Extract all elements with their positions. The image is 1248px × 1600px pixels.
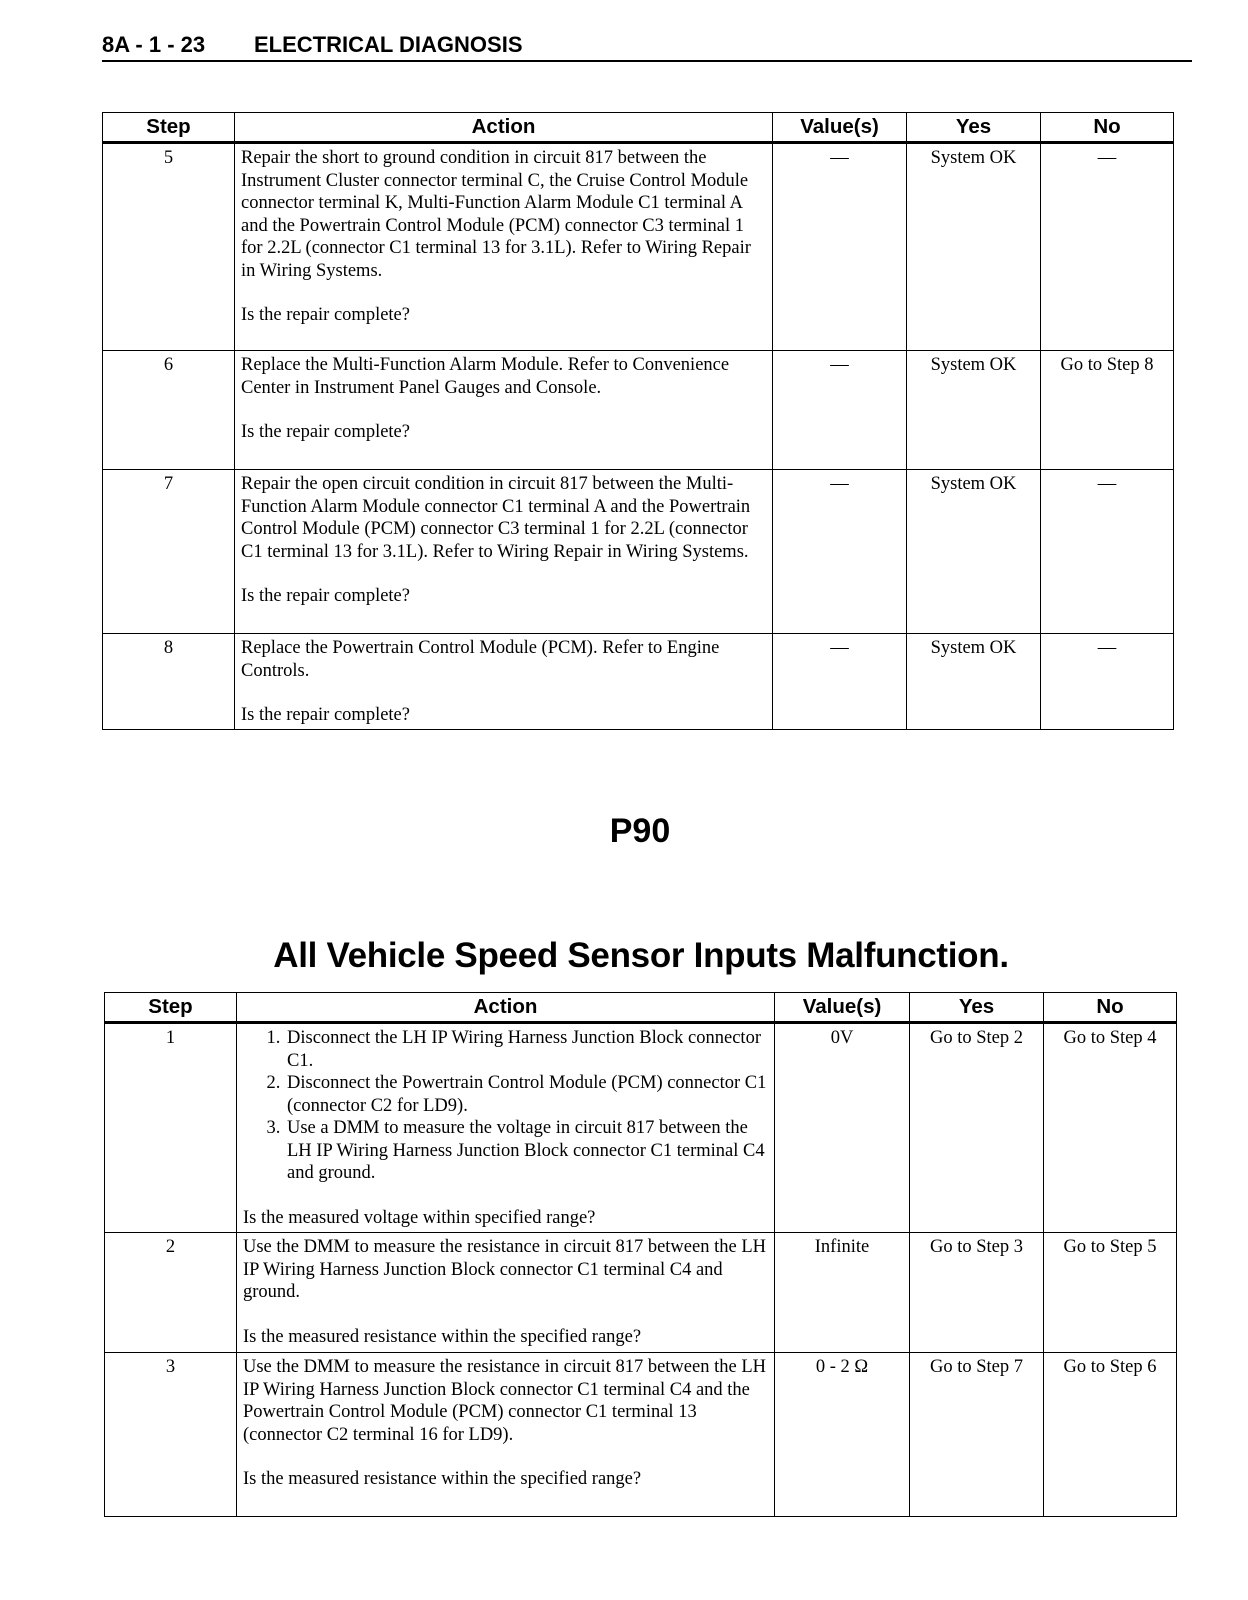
value-cell: —: [773, 634, 907, 730]
yes-cell: System OK: [907, 351, 1041, 470]
action-question: Is the measured voltage within specified range?: [243, 1207, 596, 1228]
action-cell: [235, 143, 773, 351]
action-instruction: Replace the Multi-Function Alarm Module. Refer to Convenience Center in Instrument Panel Gauges and Console.: [241, 355, 730, 398]
action-instruction: Replace the Powertrain Control Module (PCM). Refer to Engine Controls.: [241, 638, 720, 681]
action-cell: [235, 351, 773, 470]
action-cell: [237, 1233, 775, 1353]
action-question: Is the repair complete?: [241, 586, 410, 606]
yes-cell: Go to Step 2: [910, 1023, 1044, 1233]
table-row: [103, 143, 1174, 351]
yes-cell: System OK: [907, 143, 1041, 351]
diagnostic-table-p90: [104, 992, 1177, 1517]
step-number: 7: [103, 470, 235, 634]
step-number: 1: [105, 1023, 237, 1233]
action-question: Is the measured resistance within the specified range?: [243, 1326, 642, 1347]
diagnostic-table-continued: [102, 112, 1174, 730]
table-row: [105, 1023, 1177, 1233]
table-header-row: [105, 993, 1177, 1023]
action-cell: [235, 470, 773, 634]
action-instruction: Use the DMM to measure the resistance in circuit 817 between the LH IP Wiring Harness Junction Block connector C1 terminal C4 and ground.: [243, 1237, 766, 1302]
step-number: 2: [105, 1233, 237, 1353]
action-cell: [237, 1353, 775, 1517]
header-no: No: [1044, 993, 1177, 1023]
header-no: No: [1041, 113, 1174, 143]
step-number: 5: [103, 143, 235, 351]
yes-cell: System OK: [907, 634, 1041, 730]
substep: 2. Disconnect the Powertrain Control Module (PCM) connector C1 (connector C2 for LD9).: [285, 1072, 768, 1117]
substep-list: [243, 1027, 768, 1185]
no-cell: —: [1041, 634, 1174, 730]
page-reference: 8A - 1 - 23: [102, 32, 206, 57]
action-cell: [237, 1023, 775, 1233]
yes-cell: Go to Step 7: [910, 1353, 1044, 1517]
header-yes: Yes: [907, 113, 1041, 143]
dtc-title-heading: All Vehicle Speed Sensor Inputs Malfunction.: [273, 936, 1009, 975]
value-cell: Infinite: [775, 1233, 910, 1353]
action-question: Is the repair complete?: [241, 705, 410, 725]
substep: 3. Use a DMM to measure the voltage in circuit 817 between the LH IP Wiring Harness Junction Block connector C1 terminal C4 and ground.: [285, 1117, 768, 1185]
header-action: Action: [235, 113, 773, 143]
page-header: [102, 30, 1192, 62]
no-cell: Go to Step 5: [1044, 1233, 1177, 1353]
action-question: Is the measured resistance within the specified range?: [243, 1469, 642, 1489]
no-cell: —: [1041, 143, 1174, 351]
value-cell: 0 - 2 Ω: [775, 1353, 910, 1517]
step-number: 8: [103, 634, 235, 730]
action-instruction: Use the DMM to measure the resistance in circuit 817 between the LH IP Wiring Harness Junction Block connector C1 terminal C4 and the Powertrain Control Module (PCM) connector C1 terminal 13 (connector C2 terminal 16 for LD9).: [243, 1357, 766, 1445]
header-values: Value(s): [773, 113, 907, 143]
table-row: [103, 470, 1174, 634]
action-instruction: Repair the open circuit condition in circuit 817 between the Multi-Function Alarm Module connector C1 terminal A and the Powertrain Control Module (PCM) connector C3 terminal 1 for 2.2L (connector C1 terminal 13 for 3.1L). Refer to Wiring Repair in Wiring Systems.: [241, 474, 751, 562]
action-question: Is the repair complete?: [241, 422, 410, 442]
action-cell: [235, 634, 773, 730]
table-header-row: [103, 113, 1174, 143]
table-row: [103, 634, 1174, 730]
value-cell: 0V: [775, 1023, 910, 1233]
step-number: 6: [103, 351, 235, 470]
dtc-code-heading: P90: [609, 812, 671, 850]
no-cell: Go to Step 8: [1041, 351, 1174, 470]
substep: 1. Disconnect the LH IP Wiring Harness Junction Block connector C1.: [285, 1027, 768, 1072]
step-number: 3: [105, 1353, 237, 1517]
header-step: Step: [103, 113, 235, 143]
value-cell: —: [773, 470, 907, 634]
value-cell: —: [773, 351, 907, 470]
table-row: [105, 1353, 1177, 1517]
yes-cell: System OK: [907, 470, 1041, 634]
header-values: Value(s): [775, 993, 910, 1023]
table-row: [103, 351, 1174, 470]
action-question: Is the repair complete?: [241, 305, 410, 325]
no-cell: —: [1041, 470, 1174, 634]
header-action: Action: [237, 993, 775, 1023]
header-step: Step: [105, 993, 237, 1023]
no-cell: Go to Step 4: [1044, 1023, 1177, 1233]
yes-cell: Go to Step 3: [910, 1233, 1044, 1353]
section-title: ELECTRICAL DIAGNOSIS: [254, 32, 523, 57]
action-instruction: Repair the short to ground condition in circuit 817 between the Instrument Cluster connector terminal C, the Cruise Control Module connector terminal K, Multi-Function Alarm Module C1 terminal A and the Powertrain Control Module (PCM) connector C3 terminal 1 for 2.2L (connector C1 terminal 13 for 3.1L). Refer to Wiring Repair in Wiring Systems.: [241, 148, 751, 281]
no-cell: Go to Step 6: [1044, 1353, 1177, 1517]
value-cell: —: [773, 143, 907, 351]
table-row: [105, 1233, 1177, 1353]
header-yes: Yes: [910, 993, 1044, 1023]
